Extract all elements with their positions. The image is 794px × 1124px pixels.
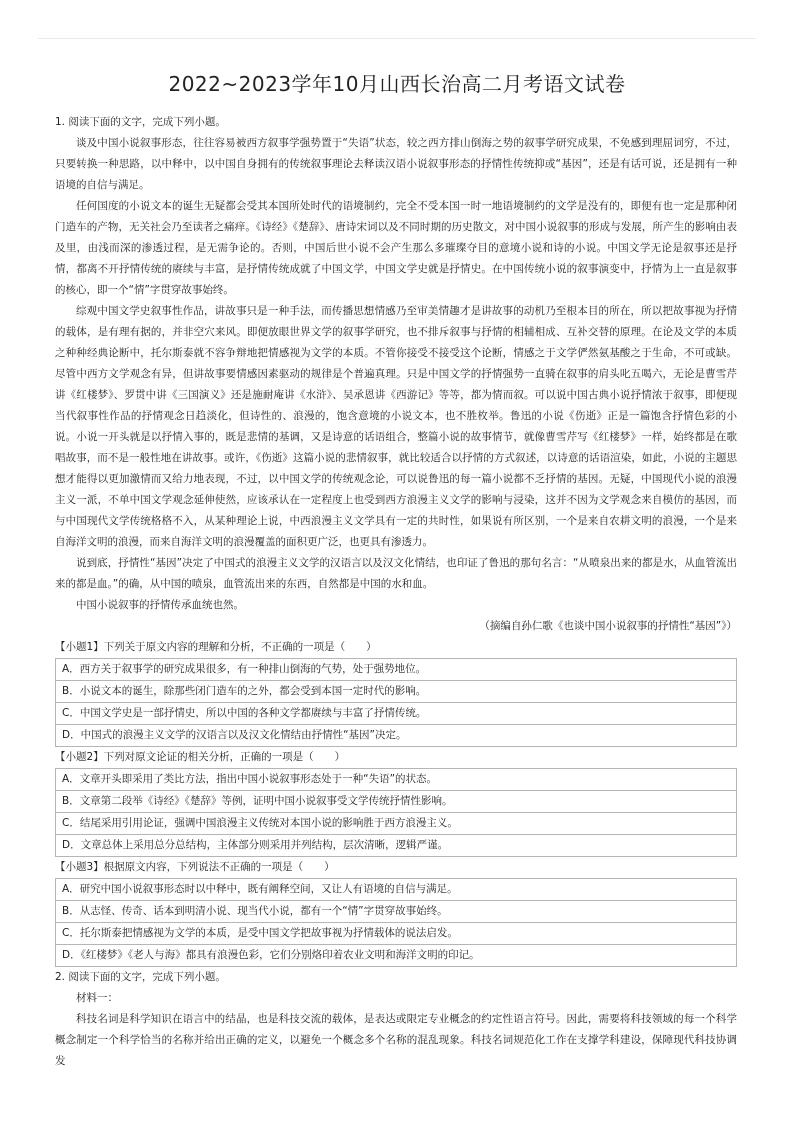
passage-paragraph: 科技名词是科学知识在语言中的结晶，也是科技交流的载体，是表达或限定专业概念的约定性语言符号。因此，需要将科技领域的每一个科学概念制定一个科学恰当的名称并给出正确的定义，以避免一个概念多个名称的混乱现象。科技名词规范化工作在支撑学科建设，保障现代科技协调发: [55, 1013, 737, 1067]
question-1-intro: 1. 阅读下面的文字，完成下列小题。: [55, 116, 226, 128]
option-c[interactable]: C．结尾采用引用论证，强调中国浪漫主义传统对本国小说的影响胜于西方浪漫主义。: [55, 813, 737, 835]
passage-paragraph: 中国小说叙事的抒情传承血统也然。: [76, 599, 244, 611]
passage-paragraph: 谈及中国小说叙事形态，往往容易被西方叙事学强势置于“失语”状态，较之西方排山倒海之势的叙事学研究成果，不免感到理屈词穷，不过，只要转换一种思路，以中释中，以中国自身拥有的传统叙事理论去释读汉语小说叙事形态的抒情性传统抑或“基因”，还是有话可说，还是拥有一种语境的自信与满足。: [55, 137, 737, 191]
page-title: 2022~2023学年10月山西长治高二月考语文试卷: [168, 72, 626, 96]
subquestion-1-options: [55, 658, 737, 747]
top-divider: [38, 38, 756, 39]
passage-paragraph: 综观中国文学史叙事性作品，讲故事只是一种手法，而传播思想情感乃至审美情趣才是讲故事的动机乃至根本目的所在，所以把故事视为抒情的载体，是有理有据的，并非空穴来风。即便放眼世界文学的叙事学研究，也不排斥叙事与抒情的相辅相成、互补交替的原理。在论及文学的本质之种种经典论断中，托尔斯泰就不容争辩地把情感视为文学的本质。不管你接受不接受这个论断，情感之于文学俨然氨基酸之于生命，不可或缺。尽管中西方文学观念有异，但讲故事要情感因素驱动的规律是个普遍真理。只是中国文学的抒情强势一直骑在叙事的肩头叱五喝六，无论是曹雪芹讲《红楼梦》、罗贯中讲《三国演义》还是施耐庵讲《水浒》、吴承恩讲《西游记》等等，都为情而叙。可以说中国古典小说抒情浓于叙事，即便现当代叙事性作品的抒情观念日趋淡化，但诗性的、浪漫的，饱含意境的小说文本，也不胜枚举。鲁迅的小说《伤逝》正是一篇饱含抒情色彩的小说。小说一开头就是以抒情入事的，既是悲情的基调，又是诗意的话语组合，整篇小说的故事情节，就像曹雪芹写《红楼梦》一样，始终都是在歌唱故事，而不是一般性地在讲故事。或许，《伤逝》这篇小说的悲情叙事，就比较适合以抒情的方式叙述，以诗意的话语渲染，如此，小说的主题思想才能得以更加激情而又给力地表现，不过，以中国文学的传统观念论，可以说鲁迅的每一篇小说都不乏抒情的基因。无疑，中国现代小说的浪漫主义一派，不单中国文学观念延伸使然，应该承认在一定程度上也受到西方浪漫主义文学的影响与浸染，这并不因为文学观念来自模仿的基因，而与中国现代文学传统格格不入，从某种理论上说，中西浪漫主义文学具有一定的共时性，如果说有所区别，一个是来自农耕文明的浪漫，一个是来自海洋文明的浪漫，而来自海洋文明的浪漫覆盖的面积更广泛，也更具有渗透力。: [55, 305, 737, 548]
option-c[interactable]: C．中国文学史是一部抒情史，所以中国的各种文学都赓续与丰富了抒情传统。: [55, 703, 737, 725]
option-a[interactable]: A．西方关于叙事学的研究成果很多，有一种排山倒海的气势，处于强势地位。: [55, 659, 737, 681]
option-d[interactable]: D．中国式的浪漫主义文学的汉语言以及汉文化情结由抒情性“基因”决定。: [55, 725, 737, 747]
subquestion-3-options: [55, 878, 737, 967]
option-b[interactable]: B．文章第二段举《诗经》《楚辞》等例，证明中国小说叙事受文学传统抒情性影响。: [55, 791, 737, 813]
subquestion-3-stem: 【小题3】根据原文内容，下列说法不正确的一项是（ ）: [55, 861, 335, 873]
option-a[interactable]: A．文章开头即采用了类比方法，指出中国小说叙事形态处于一种“失语”的状态。: [55, 769, 737, 791]
option-b[interactable]: B．从志怪、传奇、话本到明清小说、现当代小说，都有一个“情”字贯穿故事始终。: [55, 901, 737, 923]
option-a[interactable]: A．研究中国小说叙事形态时以中释中，既有阐释空间，又让人有语境的自信与满足。: [55, 879, 737, 901]
passage-paragraph: 说到底，抒情性“基因”决定了中国式的浪漫主义文学的汉语言以及汉文化情结，也印证了鲁迅的那句名言：“从喷泉出来的都是水，从血管流出来的都是血。”的确，从中国的喷泉，血管流出来的东西，自然都是中国的水和血。: [55, 557, 737, 590]
passage-paragraph: 任何国度的小说文本的诞生无疑都会受其本国所处时代的语境制约，完全不受本国一时一地语境制约的文学是没有的，即便有也一定是那种闭门造车的产物，无关社会乃至读者之痛痒。《诗经》《楚辞》、唐诗宋词以及不同时期的历史散文，对中国小说叙事的形成与发展，所产生的影响由表及里，由浅而深的渗透过程，是无需争论的。否则，中国后世小说不会产生那么多璀璨夺目的意境小说和诗的小说。中国文学无论是叙事还是抒情，都离不开抒情传统的赓续与丰富，是抒情传统成就了中国文学，中国文学史就是抒情史。在中国传统小说的叙事演变中，抒情为上一直是叙事的核心，即一个“情”字贯穿故事始终。: [55, 200, 737, 296]
option-d[interactable]: D．文章总体上采用总分总结构，主体部分则采用并列结构，层次清晰，逻辑严谨。: [55, 835, 737, 857]
subquestion-2-stem: 【小题2】下列对原文论证的相关分析，正确的一项是（ ）: [55, 751, 346, 763]
question-2-intro: 2. 阅读下面的文字，完成下列小题。: [55, 971, 226, 983]
option-c[interactable]: C．托尔斯泰把情感视为文学的本质，是受中国文学把故事视为抒情载体的说法启发。: [55, 923, 737, 945]
subquestion-1-stem: 【小题1】下列关于原文内容的理解和分析，不正确的一项是（ ）: [55, 641, 377, 653]
document-body: [55, 112, 737, 1072]
material-label: 材料一：: [76, 992, 118, 1004]
option-d[interactable]: D．《红楼梦》《老人与海》都具有浪漫色彩，它们分别烙印着农业文明和海洋文明的印记。: [55, 945, 737, 967]
passage-source: （摘编自孙仁歌《也谈中国小说叙事的抒情性“基因”》）: [479, 620, 737, 632]
option-b[interactable]: B．小说文本的诞生，除那些闭门造车的之外，都会受到本国一定时代的影响。: [55, 681, 737, 703]
subquestion-2-options: [55, 768, 737, 857]
